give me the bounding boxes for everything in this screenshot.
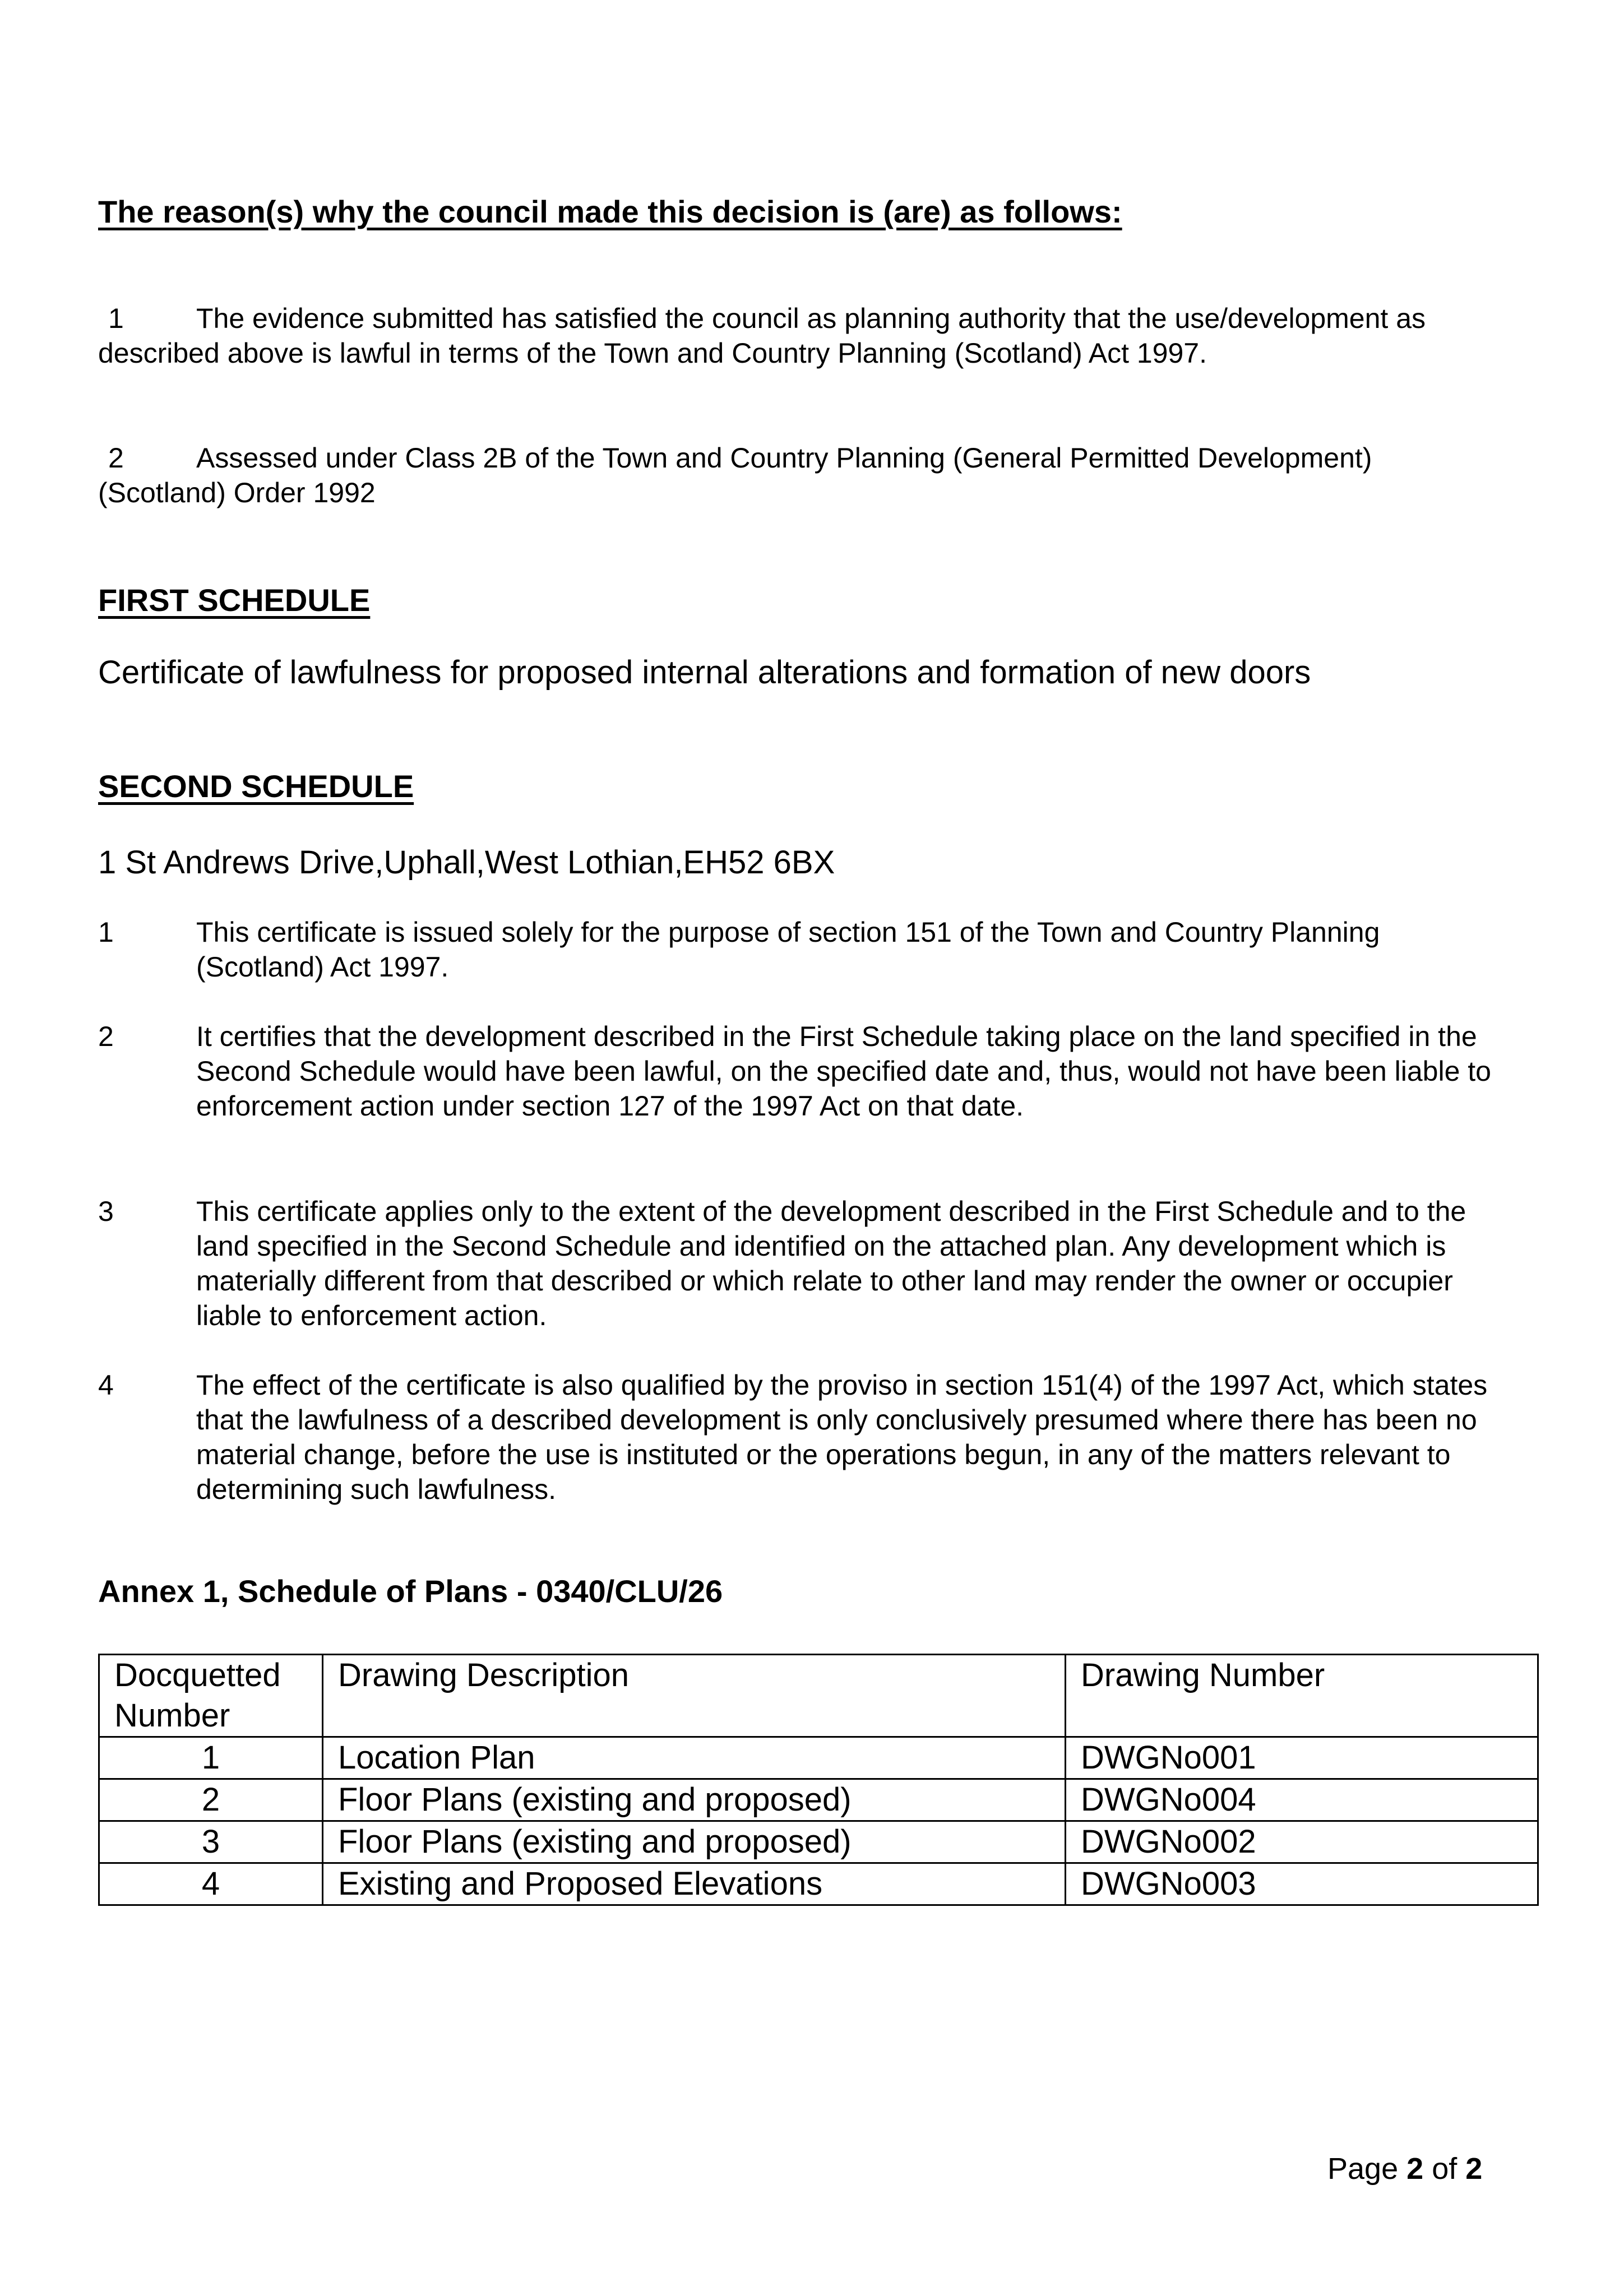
table-header-row [99, 1655, 1538, 1737]
reason-1 [98, 301, 1511, 371]
item-number: 2 [98, 1021, 114, 1052]
docquetted-number-cell: 2 [99, 1779, 323, 1821]
table-row [99, 1737, 1538, 1779]
page-number [1327, 2151, 1482, 2186]
item-text: This certificate applies only to the extent of the development described in the First Schedule and to the land specified in the Second Schedule and identified on the attached plan. Any development which is materially different from that described or which relate to other land may render the owner or occupier liable to enforcement action. [196, 1196, 1466, 1331]
reason-2-text: Assessed under Class 2B of the Town and Country Planning (General Permitted Development)(Scotland) Order 1992 [98, 442, 1372, 508]
drawing-number-cell: DWGNo004 [1066, 1779, 1538, 1821]
drawing-description-cell: Existing and Proposed Elevations [323, 1863, 1066, 1905]
drawing-description-cell: Floor Plans (existing and proposed) [323, 1779, 1066, 1821]
drawing-number-cell: DWGNo002 [1066, 1821, 1538, 1863]
second-schedule-heading: SECOND SCHEDULE [98, 769, 414, 804]
column-header-drawing-number: Drawing Number [1066, 1655, 1538, 1737]
page-of: of [1432, 2152, 1458, 2186]
column-header-drawing-description: Drawing Description [323, 1655, 1066, 1737]
docquetted-number-cell: 4 [99, 1863, 323, 1905]
docquetted-number-cell: 1 [99, 1737, 323, 1779]
first-schedule-heading: FIRST SCHEDULE [98, 582, 371, 618]
drawing-description-cell: Location Plan [323, 1737, 1066, 1779]
second-schedule-address: 1 St Andrews Drive,Uphall,West Lothian,EH52 6BX [98, 844, 835, 881]
first-schedule-text: Certificate of lawfulness for proposed internal alterations and formation of new doors [98, 654, 1311, 691]
reason-2-number: 2 [108, 442, 124, 474]
table-row [99, 1779, 1538, 1821]
item-text: It certifies that the development described in the First Schedule taking place on the land specified in the Second Schedule would have been lawful, on the specified date and, thus, would not have been liable to enforcement action under section 127 of the 1997 Act on that date. [196, 1021, 1491, 1122]
reason-1-number: 1 [108, 303, 124, 334]
drawing-number-cell: DWGNo001 [1066, 1737, 1538, 1779]
schedule-of-plans-table [98, 1654, 1539, 1906]
certificate-item-3 [98, 1194, 1511, 1333]
item-text: This certificate is issued solely for the purpose of section 151 of the Town and Country Planning (Scotland) Act 1997. [196, 916, 1380, 983]
table-row [99, 1821, 1538, 1863]
reason-2 [98, 441, 1387, 510]
page-current: 2 [1406, 2152, 1424, 2186]
annex-heading: Annex 1, Schedule of Plans - 0340/CLU/26 [98, 1573, 723, 1609]
item-number: 4 [98, 1369, 114, 1401]
table-row [99, 1863, 1538, 1905]
column-header-docquetted-number: Docquetted Number [99, 1655, 323, 1737]
drawing-number-cell: DWGNo003 [1066, 1863, 1538, 1905]
item-number: 3 [98, 1196, 114, 1227]
reasons-heading: The reason(s) why the council made this decision is (are) as follows: [98, 194, 1122, 229]
page-prefix: Page [1327, 2152, 1399, 2186]
certificate-item-2 [98, 1019, 1511, 1123]
docquetted-number-cell: 3 [99, 1821, 323, 1863]
page-total: 2 [1465, 2152, 1483, 2186]
certificate-item-1 [98, 915, 1511, 984]
drawing-description-cell: Floor Plans (existing and proposed) [323, 1821, 1066, 1863]
item-number: 1 [98, 916, 114, 948]
item-text: The effect of the certificate is also qualified by the proviso in section 151(4) of the 1997 Act, which states that the lawfulness of a described development is only conclusively presumed where there has been no material change, before the use is instituted or the operations begun, in any of the matters relevant to determining such lawfulness. [196, 1369, 1488, 1505]
certificate-item-4 [98, 1368, 1511, 1507]
reason-1-text: The evidence submitted has satisfied the council as planning authority that the use/development as described above is lawful in terms of the Town and Country Planning (Scotland) Act 1997. [98, 303, 1426, 369]
